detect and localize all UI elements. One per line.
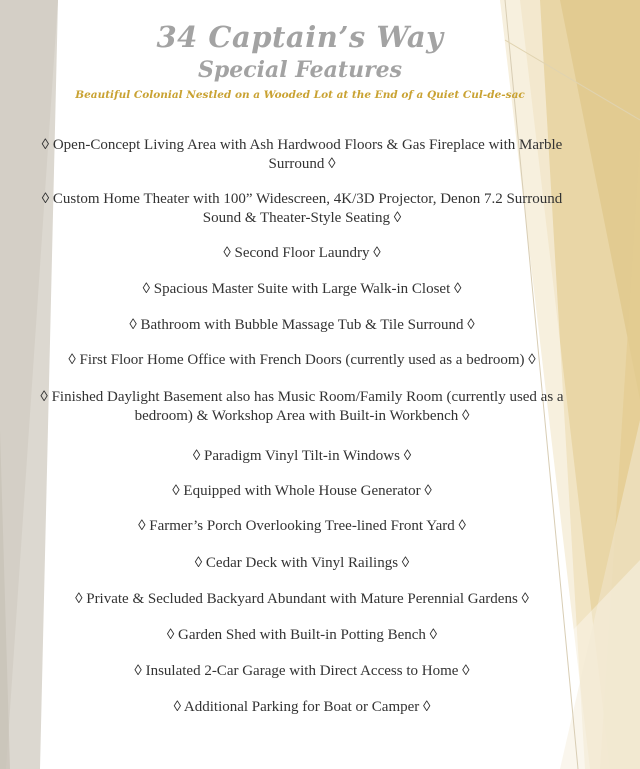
feature-item: ◊ First Floor Home Office with French Doors (currently used as a bedroom) ◊ bbox=[68, 352, 536, 368]
feature-item: ◊ Cedar Deck with Vinyl Railings ◊ bbox=[194, 555, 410, 571]
feature-item: ◊ Custom Home Theater with 100” Widescreen, 4K/3D Projector, Denon 7.2 Surround Sound & Theater-Style Seating ◊ bbox=[41, 191, 563, 226]
feature-item: ◊ Equipped with Whole House Generator ◊ bbox=[172, 483, 432, 499]
feature-item: ◊ Second Floor Laundry ◊ bbox=[223, 245, 381, 261]
feature-item: ◊ Bathroom with Bubble Massage Tub & Tile Surround ◊ bbox=[129, 317, 475, 333]
feature-item: ◊ Paradigm Vinyl Tilt-in Windows ◊ bbox=[192, 448, 412, 464]
page-title: 34 Captain’s Way bbox=[156, 20, 444, 54]
feature-item: ◊ Additional Parking for Boat or Camper ◊ bbox=[173, 699, 431, 715]
feature-item: ◊ Finished Daylight Basement also has Music Room/Family Room (currently used as a bedroom) & Workshop Area with Built-in Workbench ◊ bbox=[40, 389, 564, 424]
feature-item: ◊ Private & Secluded Backyard Abundant with Mature Perennial Gardens ◊ bbox=[75, 591, 529, 607]
feature-item: ◊ Insulated 2-Car Garage with Direct Access to Home ◊ bbox=[134, 663, 470, 679]
feature-item: ◊ Spacious Master Suite with Large Walk-in Closet ◊ bbox=[142, 281, 462, 297]
feature-item: ◊ Open-Concept Living Area with Ash Hardwood Floors & Gas Fireplace with Marble Surround ◊ bbox=[41, 137, 563, 172]
feature-item: ◊ Garden Shed with Built-in Potting Bench ◊ bbox=[166, 627, 438, 643]
page-tagline: Beautiful Colonial Nestled on a Wooded Lot at the End of a Quiet Cul-de-sac bbox=[75, 89, 525, 101]
feature-item: ◊ Farmer’s Porch Overlooking Tree-lined Front Yard ◊ bbox=[138, 518, 466, 534]
page-subtitle: Special Features bbox=[197, 57, 403, 83]
